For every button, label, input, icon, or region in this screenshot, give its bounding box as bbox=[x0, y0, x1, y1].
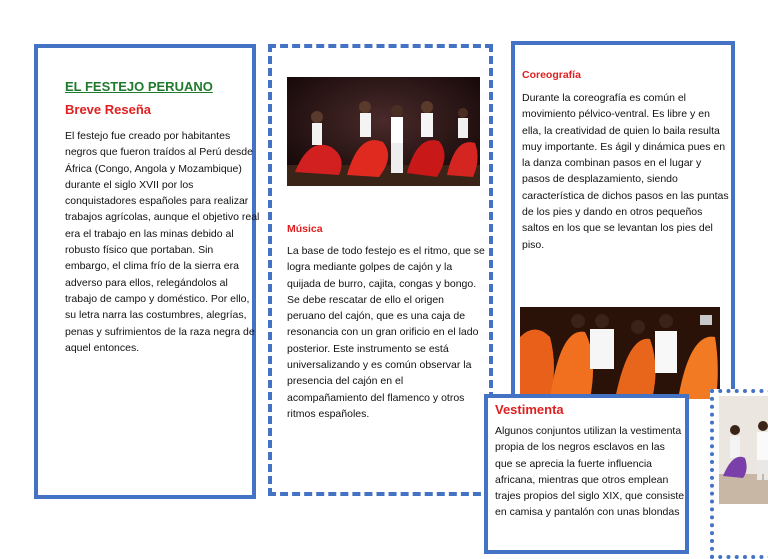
dancers-photo-stage bbox=[287, 77, 480, 186]
section-title-musica: Música bbox=[287, 223, 323, 235]
section-text-breve-resena: El festejo fue creado por habitantes negros que fueron traídos al Perú desde África (Congo, Angola y Mozambique) durante el siglo XVII por los conquistadores españoles para realizar trabajos agrícolas, aunque el objetivo real era el trabajo en las minas debido al robusto físico que portaban. Sin embargo, el clima frío de la sierra era adverso para ellos, relegándolos al trabajo de campo y doméstico. Por ello, su letra narra las costumbres, alegrías, penas y sufrimientos de la raza negra de aquel entonces. bbox=[65, 130, 260, 354]
panel-breve-resena bbox=[34, 44, 260, 499]
dancers-photo-partial bbox=[719, 396, 768, 504]
panel-vestimenta bbox=[484, 394, 689, 554]
section-title-coreografia: Coreografía bbox=[522, 69, 581, 81]
section-title-vestimenta: Vestimenta bbox=[495, 402, 564, 417]
section-text-musica: La base de todo festejo es el ritmo, que se logra mediante golpes de cajón y la quijada de burro, cajita, congas y bongo. Se debe rescatar de ello el origen peruano del cajón, que es una caja de resonancia con un gran orificio en el lado posterior. Este instrumento se está universalizando y es común observar la presencia del cajón en el acompañamiento del flamenco y otros ritmos españoles. bbox=[287, 245, 485, 420]
document-title: EL FESTEJO PERUANO bbox=[65, 79, 213, 94]
section-text-coreografia: Durante la coreografía es común el movimiento pélvico-ventral. Es libre y en ella, la creatividad de quien lo baila resulta muy importante. Es ágil y dinámica pues en la danza combinan pasos en el lugar y pasos de desplazamiento, siendo característica de dichos pasos en las puntas de los pies y dando en otros pequeños saltos en los que se levantan los pies del piso. bbox=[522, 92, 729, 251]
section-text-vestimenta: Algunos conjuntos utilizan la vestimenta propia de los negros esclavos en las que se aprecia la fuerte influencia africana, mientras que otros emplean trajes propios del siglo XIX, que consiste en camisa y pantalón con unas blondas bbox=[495, 425, 685, 519]
section-title-breve-resena: Breve Reseña bbox=[65, 102, 151, 117]
dancers-photo-orange bbox=[520, 307, 720, 399]
